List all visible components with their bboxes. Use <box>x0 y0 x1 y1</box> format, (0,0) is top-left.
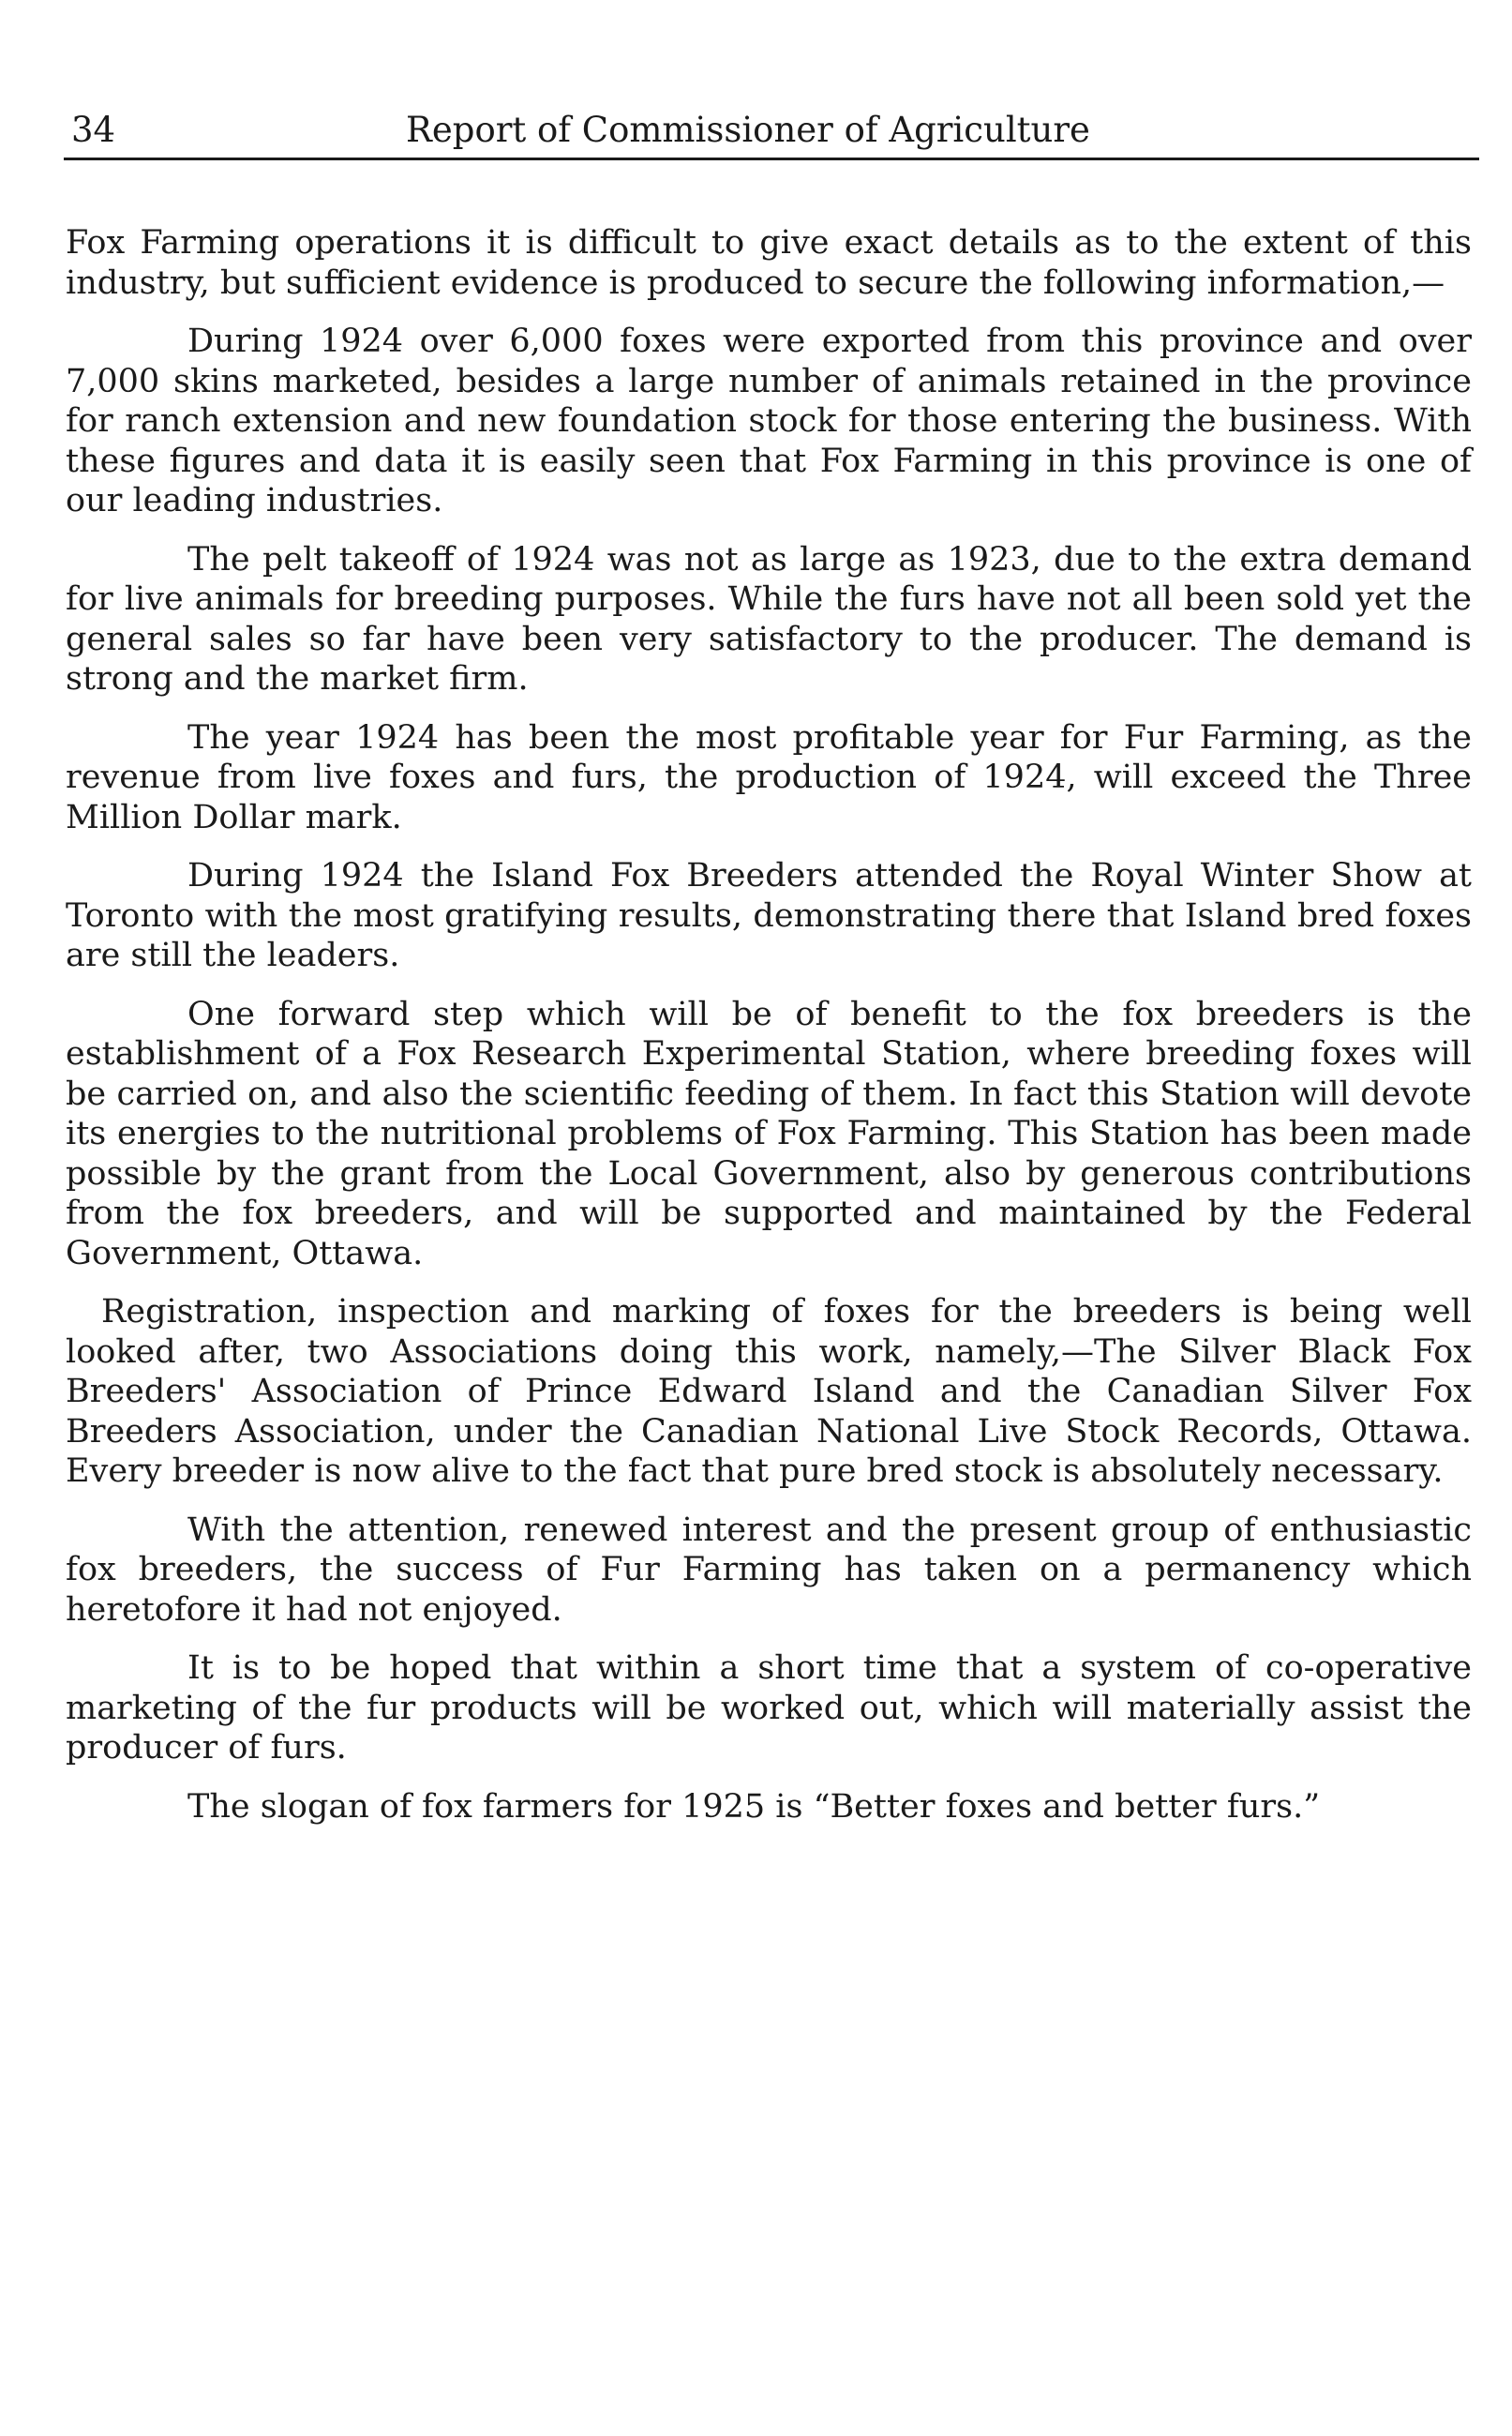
paragraph-profitable-year: The year 1924 has been the most profitable year for Fur Farming, as the revenue from live foxes and furs, the production of 1924, will exceed the Three Million Dollar mark. <box>66 718 1472 836</box>
header-rule <box>64 158 1479 160</box>
body-text <box>66 223 1472 1845</box>
running-title: Report of Commissioner of Agriculture <box>406 110 1090 150</box>
paragraph-co-operative-marketing: It is to be hoped that within a short time that a system of co-operative marketing of the fur products will be worked out, which will materially assist the producer of furs. <box>66 1649 1472 1767</box>
paragraph-research-station: One forward step which will be of benefit to the fox breeders is the establishment of a Fox Research Experimental Station, where breeding foxes will be carried on, and also the scientific feeding of them. In fact this Station will devote its energies to the nutritional problems of Fox Farming. This Station has been made possible by the grant from the Local Government, also by generous contributions from the fox breeders, and will be supported and maintained by the Federal Government, Ottawa. <box>66 995 1472 1272</box>
paragraph-intro: Fox Farming operations it is difficult to give exact details as to the extent of this industry, but sufficient evidence is produced to secure the following information,— <box>66 224 1472 302</box>
paragraph-registration: Registration, inspection and marking of foxes for the breeders is being well looked after, two Associations doing this work, namely,—The Silver Black Fox Breeders' Association of Prince Edward Island and the Canadian Silver Fox Breeders Association, under the Canadian National Live Stock Records, Ottawa. Every breeder is now alive to the fact that pure bred stock is absolutely necessary. <box>66 1293 1472 1490</box>
paragraph-pelt-takeoff: The pelt takeoff of 1924 was not as large as 1923, due to the extra demand for live animals for breeding purposes. While the furs have not all been sold yet the general sales so far have been very satisfactory to the producer. The demand is strong and the market firm. <box>66 540 1472 698</box>
paragraph-exports: During 1924 over 6,000 foxes were exported from this province and over 7,000 skins marketed, besides a large number of animals retained in the province for ranch extension and new foundation stock for those entering the business. With these figures and data it is easily seen that Fox Farming in this province is one of our leading industries. <box>66 323 1472 519</box>
paragraph-slogan: The slogan of fox farmers for 1925 is “Better foxes and better furs.” <box>187 1787 1321 1826</box>
paragraph-renewed-interest: With the attention, renewed interest and the present group of enthusiastic fox breeders, the success of Fur Farming has taken on a permanency which heretofore it had not enjoyed. <box>66 1511 1472 1629</box>
paragraph-royal-winter-show: During 1924 the Island Fox Breeders attended the Royal Winter Show at Toronto with the most gratifying results, demonstrating there that Island bred foxes are still the leaders. <box>66 857 1472 974</box>
page-header <box>64 101 1479 158</box>
page-number: 34 <box>71 110 116 150</box>
